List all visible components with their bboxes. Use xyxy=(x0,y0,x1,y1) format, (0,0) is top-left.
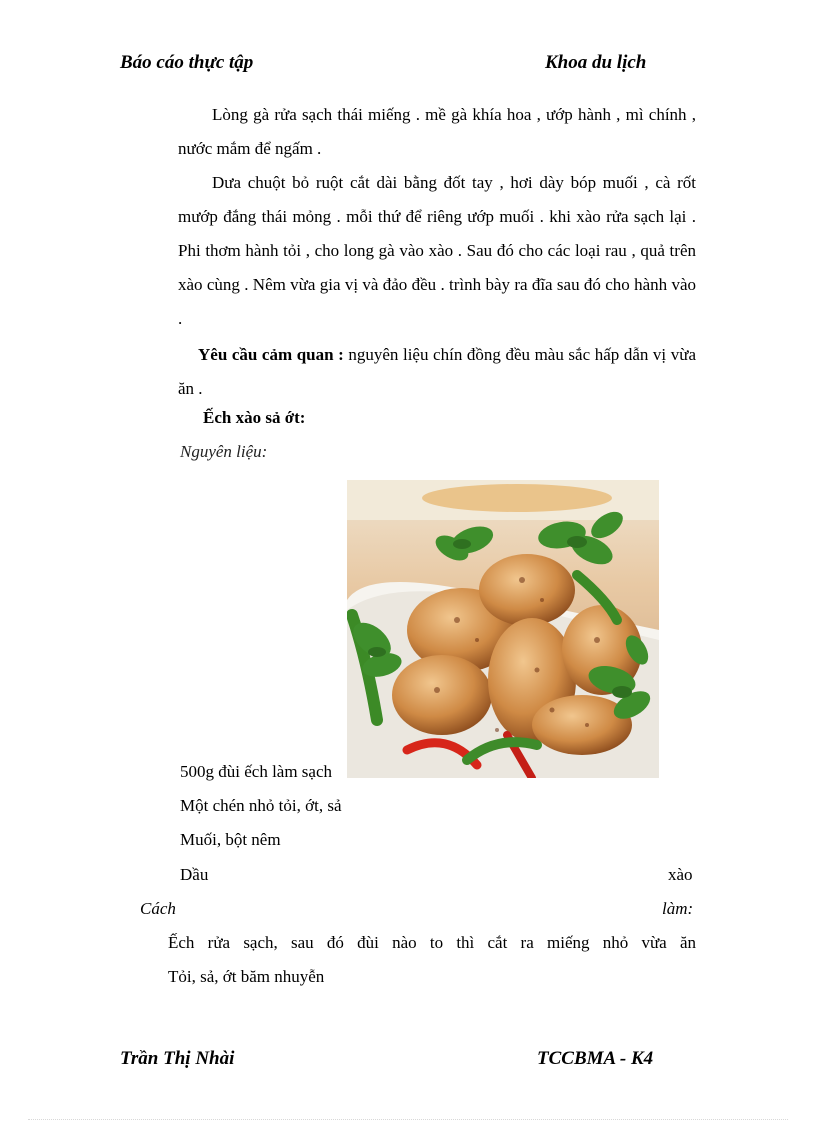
frog-dish-photo xyxy=(347,480,659,778)
method-step: Tỏi, sả, ớt băm nhuyễn xyxy=(168,967,325,986)
footer-class-code: TCCBMA - K4 xyxy=(537,1048,654,1069)
header-left-title: Báo cáo thực tập xyxy=(120,52,254,73)
paragraph-requirement xyxy=(178,338,696,406)
requirement-text: nguyên liệu chín đồng đều màu sắc hấp dẫn vị vừa ăn . xyxy=(178,345,696,398)
ingredient-item: Một chén nhỏ tỏi, ớt, sả xyxy=(180,796,342,815)
ingredients-label: Nguyên liệu: xyxy=(180,442,268,461)
page-bottom-divider xyxy=(28,1119,788,1120)
method-label-left: Cách xyxy=(140,899,176,918)
ingredient-oil-left: Dầu xyxy=(180,865,209,884)
method-step: Ếch rửa sạch, sau đó đùi nào to thì cắt ra miếng nhỏ vừa ăn xyxy=(168,933,696,952)
dish-title: Ếch xào sả ớt: xyxy=(203,408,306,427)
header-right-title: Khoa du lịch xyxy=(545,52,647,73)
requirement-label: Yêu cầu cảm quan : xyxy=(198,345,344,364)
paragraph-stir-fry-method: Dưa chuột bỏ ruột cắt dài bằng đốt tay , hơi dày bóp muối , cà rốt mướp đắng thái mỏng . mỗi thứ để riêng ướp muối . khi xào rửa sạch lại . Phi thơm hành tỏi , cho long gà vào xào . Sau đó cho các loại rau , quả trên xào cùng . Nêm vừa gia vị và đảo đều . trình bày ra đĩa sau đó cho hành vào . xyxy=(178,173,696,328)
method-label-right: làm: xyxy=(662,899,694,918)
paragraph-chicken-offal-prep: Lòng gà rửa sạch thái miếng . mề gà khía hoa , ướp hành , mì chính , nước mắm để ngấm . xyxy=(178,105,696,158)
ingredient-oil-right: xào xyxy=(668,865,693,884)
footer-author: Trần Thị Nhài xyxy=(120,1048,235,1069)
ingredient-item: Muối, bột nêm xyxy=(180,830,281,849)
ingredient-item: 500g đùi ếch làm sạch xyxy=(180,762,333,781)
